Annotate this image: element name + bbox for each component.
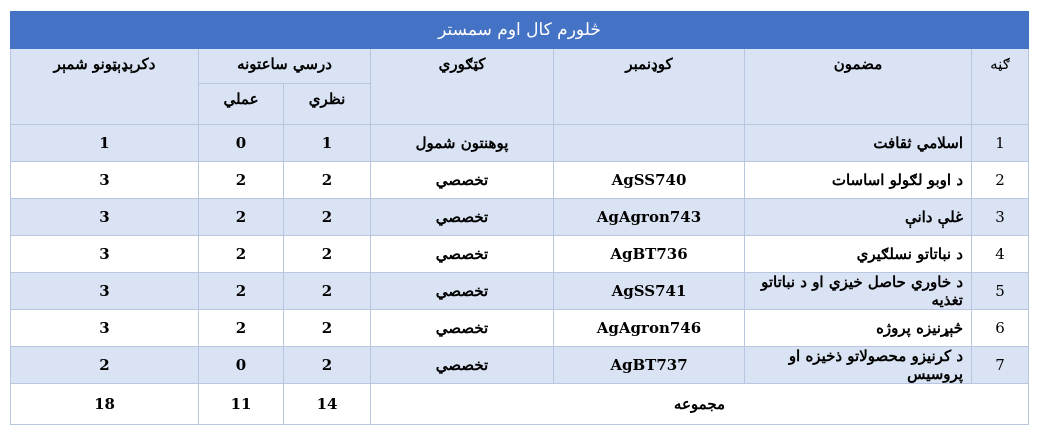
total-row	[11, 384, 1029, 425]
total-practical: 11	[199, 384, 284, 425]
row-theory: 2	[284, 199, 371, 236]
row-subject: د اوبو لګولو اساسات	[745, 162, 972, 199]
table-row	[11, 310, 1029, 347]
row-code: AgBT736	[554, 236, 745, 273]
row-practical: 2	[199, 199, 284, 236]
row-index: 5	[972, 273, 1029, 310]
row-code: AgSS740	[554, 162, 745, 199]
row-credits: 3	[11, 310, 199, 347]
header-credits: دکرېډېټونو شمېر	[11, 49, 199, 125]
row-subject: د کرنيزو محصولاتو ذخيزه او پروسيس	[745, 347, 972, 384]
row-index: 6	[972, 310, 1029, 347]
total-theory: 14	[284, 384, 371, 425]
row-subject: د خاوري حاصل خيزي او د نباتاتو تغذيه	[745, 273, 972, 310]
header-index: ګڼه	[972, 49, 1029, 125]
row-code: AgAgron743	[554, 199, 745, 236]
table-row	[11, 125, 1029, 162]
row-credits: 1	[11, 125, 199, 162]
row-practical: 2	[199, 162, 284, 199]
row-practical: 0	[199, 125, 284, 162]
row-theory: 2	[284, 347, 371, 384]
total-credits: 18	[11, 384, 199, 425]
row-theory: 2	[284, 162, 371, 199]
row-index: 4	[972, 236, 1029, 273]
row-practical: 2	[199, 236, 284, 273]
semester-table	[10, 11, 1029, 425]
row-theory: 1	[284, 125, 371, 162]
row-code: AgAgron746	[554, 310, 745, 347]
row-subject: د نباتاتو نسلګيري	[745, 236, 972, 273]
table-title: څلورم کال اوم سمستر	[11, 12, 1029, 49]
row-subject: اسلامي ثقافت	[745, 125, 972, 162]
header-category: کټګوري	[371, 49, 554, 125]
table-row	[11, 273, 1029, 310]
row-practical: 2	[199, 310, 284, 347]
row-category: تخصصي	[371, 347, 554, 384]
row-practical: 2	[199, 273, 284, 310]
row-code: AgBT737	[554, 347, 745, 384]
row-category: پوهنتون شمول	[371, 125, 554, 162]
row-code: AgSS741	[554, 273, 745, 310]
header-practical: عملي	[199, 84, 284, 125]
table-row	[11, 199, 1029, 236]
row-credits: 3	[11, 236, 199, 273]
row-index: 1	[972, 125, 1029, 162]
row-category: تخصصي	[371, 273, 554, 310]
row-index: 2	[972, 162, 1029, 199]
row-credits: 2	[11, 347, 199, 384]
row-category: تخصصي	[371, 310, 554, 347]
row-category: تخصصي	[371, 236, 554, 273]
row-theory: 2	[284, 273, 371, 310]
total-label: مجموعه	[371, 384, 1029, 425]
row-index: 3	[972, 199, 1029, 236]
row-practical: 0	[199, 347, 284, 384]
row-credits: 3	[11, 199, 199, 236]
row-subject: غلې دانې	[745, 199, 972, 236]
row-code	[554, 125, 745, 162]
table-row	[11, 347, 1029, 384]
row-index: 7	[972, 347, 1029, 384]
row-category: تخصصي	[371, 199, 554, 236]
row-theory: 2	[284, 310, 371, 347]
table-row	[11, 236, 1029, 273]
header-subject: مضمون	[745, 49, 972, 125]
header-hours: درسي ساعتونه	[199, 49, 371, 84]
row-category: تخصصي	[371, 162, 554, 199]
row-subject: څېړنيزه پروژه	[745, 310, 972, 347]
header-theory: نظري	[284, 84, 371, 125]
row-theory: 2	[284, 236, 371, 273]
table-row	[11, 162, 1029, 199]
row-credits: 3	[11, 162, 199, 199]
header-code: کوډنمبر	[554, 49, 745, 125]
row-credits: 3	[11, 273, 199, 310]
